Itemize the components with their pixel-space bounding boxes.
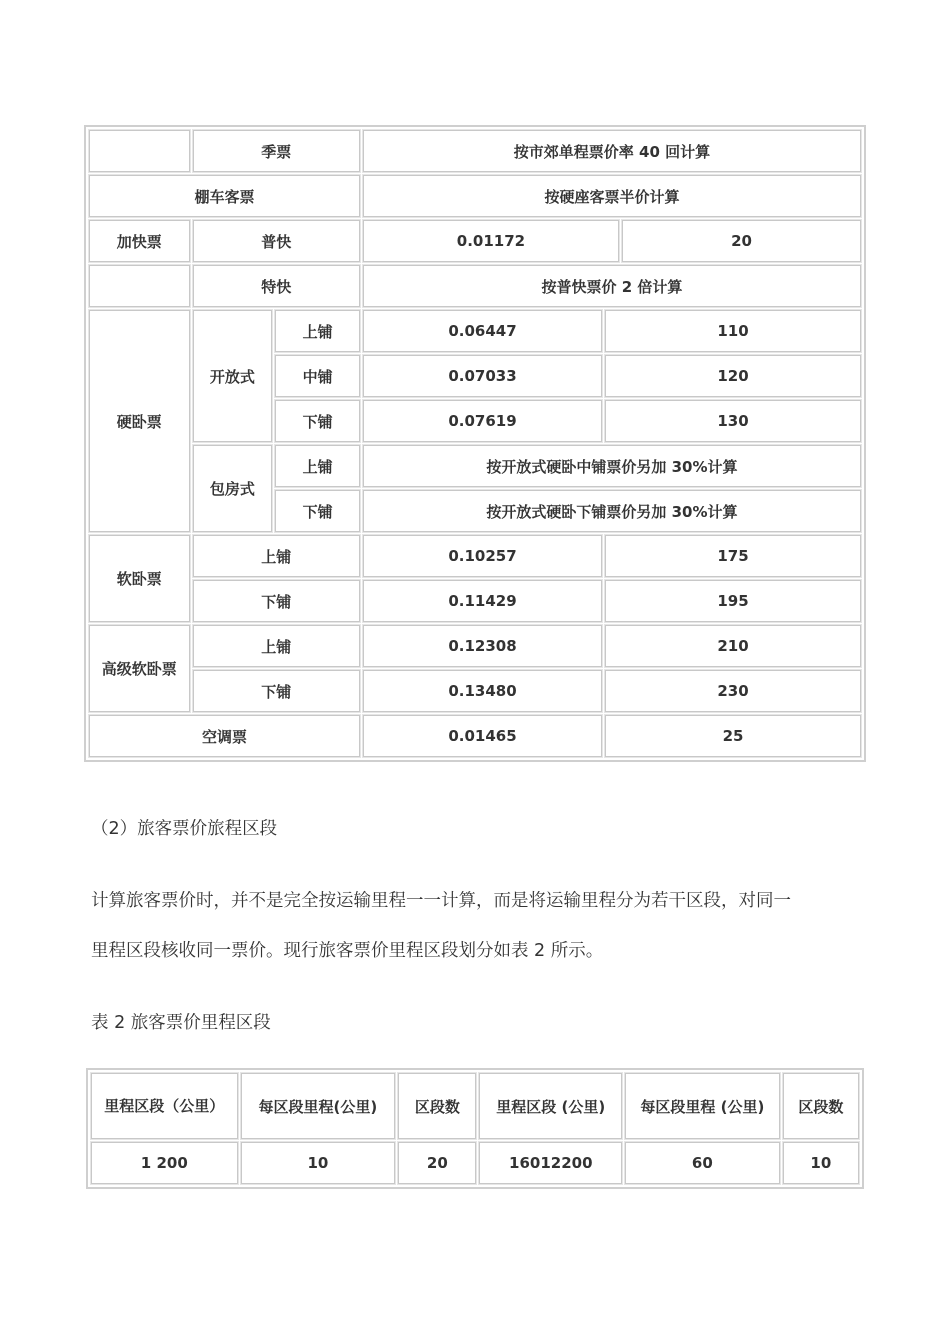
table-cell: 10 bbox=[783, 1142, 859, 1184]
ac-ticket-label: 空调票 bbox=[89, 715, 360, 757]
paragraph-line: 里程区段核收同一票价。现行旅客票价里程区段划分如表 2 所示。 bbox=[91, 941, 604, 961]
ordinary-express-label: 普快 bbox=[193, 220, 360, 262]
table-row bbox=[89, 445, 861, 487]
upper-berth-label: 上铺 bbox=[193, 625, 360, 667]
lower-berth-label: 下铺 bbox=[193, 670, 360, 712]
table-row bbox=[89, 175, 861, 217]
table-cell: 16012200 bbox=[479, 1142, 622, 1184]
deluxe-upper-value: 210 bbox=[605, 625, 861, 667]
table-row bbox=[89, 625, 861, 667]
column-header: 每区段里程 (公里) bbox=[625, 1073, 780, 1139]
table-header-row bbox=[91, 1073, 859, 1139]
lower-berth-label: 下铺 bbox=[275, 490, 360, 532]
open-type-label: 开放式 bbox=[193, 310, 273, 442]
table-cell: 20 bbox=[398, 1142, 476, 1184]
empty-cell bbox=[89, 265, 190, 307]
soft-lower-rate: 0.11429 bbox=[363, 580, 602, 622]
special-express-label: 特快 bbox=[193, 265, 360, 307]
table-row bbox=[89, 220, 861, 262]
table-cell: 10 bbox=[241, 1142, 396, 1184]
season-ticket-label: 季票 bbox=[193, 130, 360, 172]
table-cell: 1 200 bbox=[91, 1142, 238, 1184]
open-lower-value: 130 bbox=[605, 400, 861, 442]
open-upper-value: 110 bbox=[605, 310, 861, 352]
table-row bbox=[89, 310, 861, 352]
season-ticket-rule: 按市郊单程票价率 40 回计算 bbox=[363, 130, 861, 172]
deluxe-lower-rate: 0.13480 bbox=[363, 670, 602, 712]
fare-rate-table bbox=[84, 125, 866, 762]
mileage-range-table bbox=[86, 1068, 864, 1189]
middle-berth-label: 中铺 bbox=[275, 355, 360, 397]
table-row bbox=[89, 715, 861, 757]
paragraph-line: 计算旅客票价时，并不是完全按运输里程一一计算，而是将运输里程分为若干区段，对同一 bbox=[91, 891, 791, 911]
column-header: 里程区段 (公里) bbox=[479, 1073, 622, 1139]
lower-berth-label: 下铺 bbox=[275, 400, 360, 442]
soft-upper-value: 175 bbox=[605, 535, 861, 577]
upper-berth-label: 上铺 bbox=[275, 445, 360, 487]
soft-sleeper-label: 软卧票 bbox=[89, 535, 190, 622]
express-ticket-label: 加快票 bbox=[89, 220, 190, 262]
compartment-upper-rule: 按开放式硬卧中铺票价另加 30%计算 bbox=[363, 445, 861, 487]
column-header: 区段数 bbox=[783, 1073, 859, 1139]
soft-upper-rate: 0.10257 bbox=[363, 535, 602, 577]
lower-berth-label: 下铺 bbox=[193, 580, 360, 622]
ordinary-express-value: 20 bbox=[622, 220, 861, 262]
deluxe-upper-rate: 0.12308 bbox=[363, 625, 602, 667]
upper-berth-label: 上铺 bbox=[275, 310, 360, 352]
open-middle-value: 120 bbox=[605, 355, 861, 397]
upper-berth-label: 上铺 bbox=[193, 535, 360, 577]
ordinary-express-rate: 0.01172 bbox=[363, 220, 619, 262]
ac-value: 25 bbox=[605, 715, 861, 757]
deluxe-soft-sleeper-label: 高级软卧票 bbox=[89, 625, 190, 712]
table-row bbox=[89, 265, 861, 307]
table-row bbox=[89, 130, 861, 172]
boxcar-ticket-label: 棚车客票 bbox=[89, 175, 360, 217]
empty-cell bbox=[89, 130, 190, 172]
open-middle-rate: 0.07033 bbox=[363, 355, 602, 397]
column-header: 每区段里程(公里) bbox=[241, 1073, 396, 1139]
column-header: 里程区段（公里） bbox=[91, 1073, 238, 1139]
compartment-type-label: 包房式 bbox=[193, 445, 273, 532]
section-heading: （2）旅客票价旅程区段 bbox=[91, 819, 278, 839]
table-row bbox=[89, 535, 861, 577]
table2-caption: 表 2 旅客票价里程区段 bbox=[91, 1013, 271, 1033]
table-cell: 60 bbox=[625, 1142, 780, 1184]
table-row bbox=[89, 580, 861, 622]
special-express-rule: 按普快票价 2 倍计算 bbox=[363, 265, 861, 307]
compartment-lower-rule: 按开放式硬卧下铺票价另加 30%计算 bbox=[363, 490, 861, 532]
column-header: 区段数 bbox=[398, 1073, 476, 1139]
open-upper-rate: 0.06447 bbox=[363, 310, 602, 352]
table-row bbox=[91, 1142, 859, 1184]
hard-sleeper-label: 硬卧票 bbox=[89, 310, 190, 532]
table-row bbox=[89, 670, 861, 712]
ac-rate: 0.01465 bbox=[363, 715, 602, 757]
open-lower-rate: 0.07619 bbox=[363, 400, 602, 442]
boxcar-ticket-rule: 按硬座客票半价计算 bbox=[363, 175, 861, 217]
soft-lower-value: 195 bbox=[605, 580, 861, 622]
deluxe-lower-value: 230 bbox=[605, 670, 861, 712]
